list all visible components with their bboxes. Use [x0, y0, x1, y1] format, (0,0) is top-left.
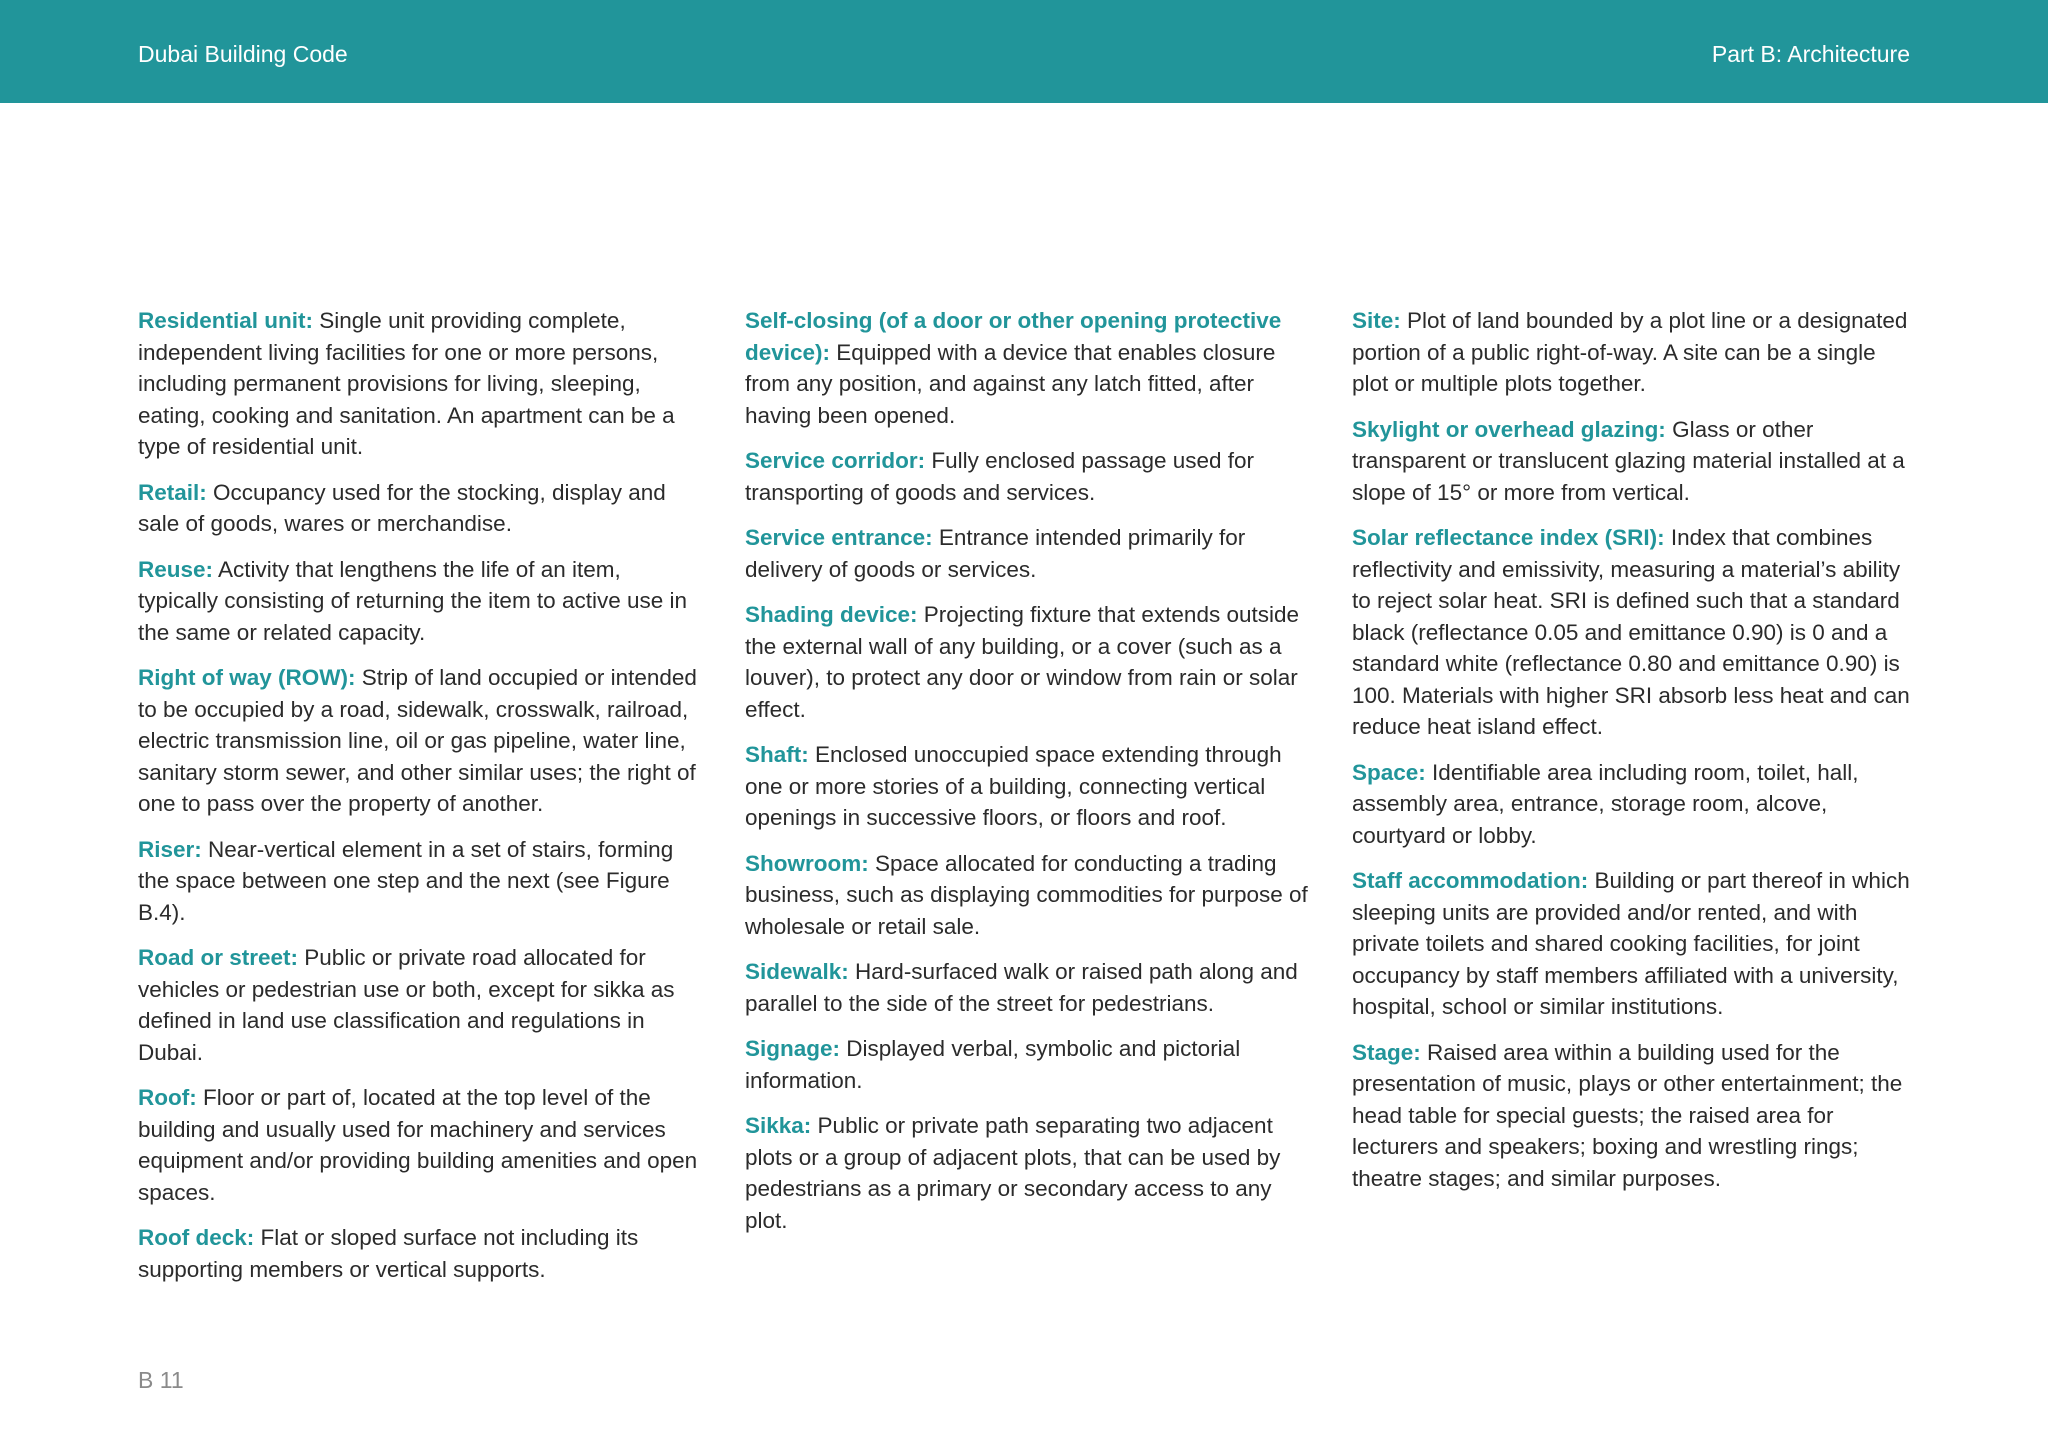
definition-text: Equipped with a device that enables closure from any position, and against any latch fitted, after having been opened.	[745, 339, 1276, 428]
definition-term: Retail:	[138, 479, 207, 505]
definition-entry	[745, 522, 1311, 585]
definition-text: Hard-surfaced walk or raised path along and parallel to the side of the street for pedestrians.	[745, 959, 1298, 1016]
definition-term: Sidewalk:	[745, 959, 849, 984]
definition-text: Index that combines reflectivity and emissivity, measuring a material’s ability to reject solar heat. SRI is defined such that a standard black (reflectance 0.05 and emittance 0.90) is 0 and a standard white (reflectance 0.80 and emittance 0.90) is 100. Materials with higher SRI absorb less heat and can reduce heat island effect.	[1352, 525, 1910, 739]
definition-entry	[745, 1110, 1311, 1236]
definitions-column-2	[745, 305, 1311, 1250]
definition-entry	[138, 834, 704, 929]
definition-term: Sikka:	[745, 1113, 812, 1138]
definition-text: Displayed verbal, symbolic and pictorial information.	[745, 1036, 1241, 1093]
definition-entry	[745, 956, 1311, 1019]
definition-text: Strip of land occupied or intended to be occupied by a road, sidewalk, crosswalk, railroad, electric transmission line, oil or gas pipeline, water line, sanitary storm sewer, and other similar uses; the right of one to pass over the property of another.	[138, 665, 697, 816]
definition-term: Staff accommodation:	[1352, 868, 1589, 893]
definition-text: Building or part thereof in which sleeping units are provided and/or rented, and with private toilets and shared cooking facilities, for joint occupancy by staff members affiliated with a university, hospital, school or similar institutions.	[1352, 868, 1910, 1019]
definition-text: Public or private path separating two adjacent plots or a group of adjacent plots, that can be used by pedestrians as a primary or secondary access to any plot.	[745, 1113, 1281, 1233]
definition-text: Plot of land bounded by a plot line or a designated portion of a public right-of-way. A site can be a single plot or multiple plots together.	[1352, 308, 1908, 396]
definition-text: Activity that lengthens the life of an item, typically consisting of returning the item to active use in the same or related capacity.	[138, 556, 688, 645]
definition-text: Identifiable area including room, toilet, hall, assembly area, entrance, storage room, alcove, courtyard or lobby.	[1352, 759, 1859, 848]
definition-text: Entrance intended primarily for delivery of goods or services.	[745, 525, 1246, 582]
definition-term: Residential unit:	[138, 308, 314, 333]
definition-entry	[138, 1222, 704, 1285]
definition-entry	[1352, 522, 1918, 743]
definition-term: Signage:	[745, 1036, 841, 1061]
definition-entry	[138, 942, 704, 1068]
definition-term: Right of way (ROW):	[138, 665, 356, 690]
definition-entry	[138, 477, 704, 540]
definition-term: Solar reflectance index (SRI):	[1352, 525, 1665, 550]
definition-text: Public or private road allocated for vehicles or pedestrian use or both, except for sikka as defined in land use classification and regulations in Dubai.	[138, 945, 675, 1065]
section-title: Part B: Architecture	[1711, 41, 1910, 67]
definition-term: Service entrance:	[745, 525, 933, 550]
definition-entry	[138, 554, 704, 649]
definition-text: Projecting fixture that extends outside the external wall of any building, or a cover (such as a louver), to protect any door or window from rain or solar effect.	[745, 602, 1300, 722]
definition-term: Showroom:	[745, 850, 869, 876]
definitions-column-1	[138, 305, 704, 1299]
definition-term: Reuse:	[138, 556, 214, 582]
document-title: Dubai Building Code	[138, 41, 348, 67]
definition-text: Enclosed unoccupied space extending through one or more stories of a building, connecting vertical openings in successive floors, or floors and roof.	[745, 742, 1282, 830]
definition-term: Riser:	[138, 836, 202, 862]
definition-term: Stage:	[1352, 1039, 1421, 1065]
page-number: B 11	[138, 1367, 184, 1393]
definition-entry	[138, 1082, 704, 1208]
definition-entry	[1352, 865, 1918, 1023]
definition-entry	[1352, 414, 1918, 509]
definition-text: Raised area within a building used for the presentation of music, plays or other entertainment; the head table for special guests; the raised area for lecturers and speakers; boxing and wrestling rings; theatre stages; and similar purposes.	[1352, 1039, 1903, 1191]
definition-term: Road or street:	[138, 945, 299, 970]
definition-entry	[138, 305, 704, 463]
definition-text: Space allocated for conducting a trading business, such as displaying commodities for purpose of wholesale or retail sale.	[745, 850, 1308, 939]
definition-text: Flat or sloped surface not including its supporting members or vertical supports.	[138, 1225, 639, 1282]
definition-entry	[745, 445, 1311, 508]
definition-text: Near-vertical element in a set of stairs, forming the space between one step and the next (see Figure B.4).	[138, 836, 674, 925]
definition-term: Self-closing (of a door or other opening protective device):	[745, 308, 1282, 365]
definition-entry	[745, 848, 1311, 943]
definition-entry	[1352, 757, 1918, 852]
definition-term: Space:	[1352, 759, 1426, 785]
definition-entry	[1352, 305, 1918, 400]
definition-entry	[138, 662, 704, 820]
definition-term: Skylight or overhead glazing:	[1352, 416, 1666, 442]
definition-text: Occupancy used for the stocking, display and sale of goods, wares or merchandise.	[138, 479, 666, 536]
definition-entry	[745, 305, 1311, 431]
definition-term: Shading device:	[745, 602, 918, 627]
definition-entry	[745, 599, 1311, 725]
definition-entry	[745, 739, 1311, 834]
definition-term: Roof deck:	[138, 1225, 255, 1250]
definition-text: Single unit providing complete, independent living facilities for one or more persons, including permanent provisions for living, sleeping, eating, cooking and sanitation. An apartment can be a type of residential unit.	[138, 308, 675, 459]
definition-term: Shaft:	[745, 742, 809, 767]
definition-text: Floor or part of, located at the top level of the building and usually used for machinery and services equipment and/or providing building amenities and open spaces.	[138, 1085, 698, 1205]
definitions-column-3	[1352, 305, 1918, 1208]
definition-entry	[745, 1033, 1311, 1096]
definition-term: Roof:	[138, 1085, 197, 1110]
definition-term: Service corridor:	[745, 448, 926, 473]
definition-text: Glass or other transparent or translucent glazing material installed at a slope of 15° or more from vertical.	[1352, 416, 1905, 505]
definition-term: Site:	[1352, 308, 1401, 333]
definition-text: Fully enclosed passage used for transporting of goods and services.	[745, 448, 1255, 505]
page-header-bar	[0, 0, 2048, 103]
definition-entry	[1352, 1037, 1918, 1195]
